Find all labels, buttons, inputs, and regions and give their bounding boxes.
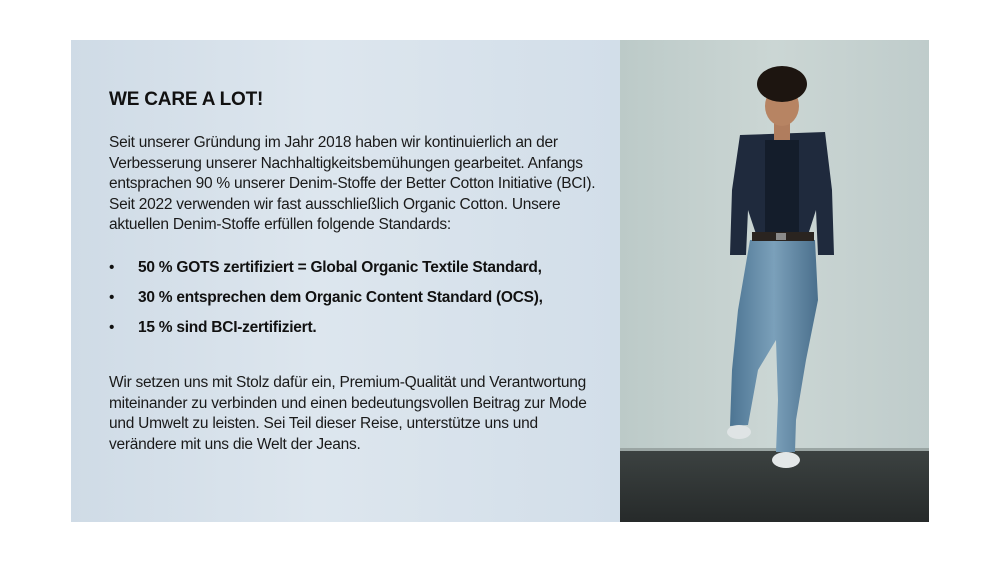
closing-paragraph: Wir setzen uns mit Stolz dafür ein, Premium-Qualität und Verantwortung miteinander zu verbinden und einen bedeutungsvollen Beitrag zur Mode und Umwelt zu leisten. Sei Teil dieser Reise, unterstütze uns und verändere mit uns die Welt der Jeans. xyxy=(109,374,587,453)
bullet-icon: • xyxy=(109,259,115,276)
list-item xyxy=(109,259,543,289)
tshirt-shape xyxy=(765,140,799,235)
intro-paragraph: Seit unserer Gründung im Jahr 2018 haben wir kontinuierlich an der Verbesserung unserer Nachhaltigkeitsbemühungen gearbeitet. Anfangs entsprachen 90 % unserer Denim-Stoffe der Better Cotton Initiative (BCI). Seit 2022 verwenden wir fast ausschließlich Organic Cotton. Unsere aktuellen Denim-Stoffe erfüllen folgende Standards: xyxy=(109,134,596,233)
list-item xyxy=(109,289,543,319)
bullet-icon: • xyxy=(109,289,115,306)
hair-shape xyxy=(757,66,807,102)
standards-list xyxy=(109,259,543,349)
list-item-text: 30 % entsprechen dem Organic Content Standard (OCS), xyxy=(138,289,543,306)
model-photo xyxy=(620,40,929,522)
heading: WE CARE A LOT! xyxy=(109,89,264,110)
list-item-text: 15 % sind BCI-zertifiziert. xyxy=(138,319,317,336)
left-shoe xyxy=(772,452,800,468)
right-shoe xyxy=(727,425,751,439)
list-item-text: 50 % GOTS zertifiziert = Global Organic Textile Standard, xyxy=(138,259,542,276)
list-item xyxy=(109,319,543,349)
bullet-icon: • xyxy=(109,319,115,336)
